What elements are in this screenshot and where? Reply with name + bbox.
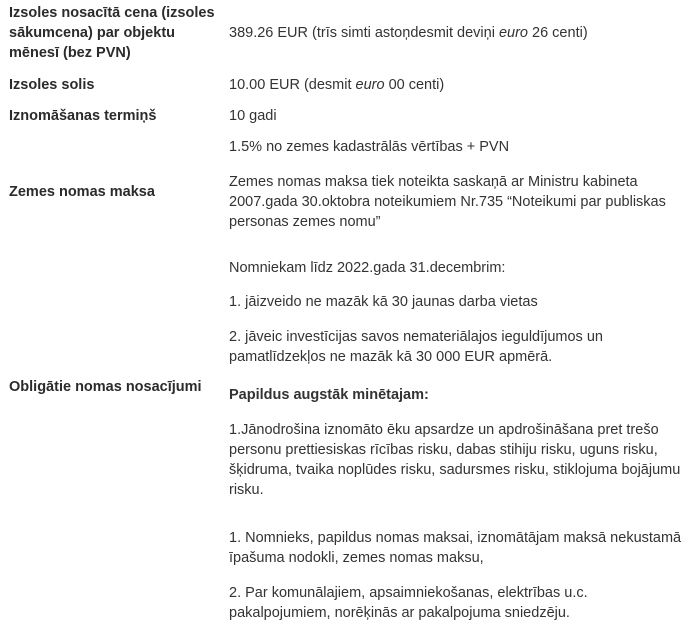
obligations-label: Obligātie nomas nosacījumi <box>9 379 202 395</box>
land-rent-label: Zemes nomas maksa <box>9 184 155 200</box>
obligation-investments: 2. jāveic investīcijas savos nemateriālajos ieguldījumos un pamatlīdzekļos ne mazāk kā 30 000 EUR apmērā. <box>229 329 603 365</box>
start-price-value-cents: 26 centi) <box>528 25 588 41</box>
land-rent-rate: 1.5% no zemes kadastrālās vērtības + PVN <box>229 139 510 155</box>
auction-step-value <box>229 75 689 95</box>
start-price-value <box>229 23 689 43</box>
obligation-utilities: 2. Par komunālajiem, apsaimniekošanas, elektrības u.c. pakalpojumiem, norēķinās ar pakalpojuma sniedzēju. <box>229 585 588 621</box>
auction-step-label: Izsoles solis <box>9 77 95 93</box>
obligations-additional-heading: Papildus augstāk minētajam: <box>229 387 429 403</box>
auction-step-value-text: 10.00 EUR (desmit <box>229 77 356 93</box>
lease-term-value: 10 gadi <box>229 108 277 124</box>
land-rent-regulation: Zemes nomas maksa tiek noteikta saskaņā ar Ministru kabineta 2007.gada 30.oktobra noteikumiem Nr.735 “Noteikumi par publiskas personas zemes nomu” <box>229 174 666 230</box>
lease-term-label: Iznomāšanas termiņš <box>9 108 157 124</box>
obligation-property-tax: 1. Nomnieks, papildus nomas maksai, iznomātājam maksā nekustamā īpašuma nodokli, zemes nomas maksu, <box>229 530 682 566</box>
auction-step-value-cents: 00 centi) <box>384 77 445 93</box>
start-price-value-text: 389.26 EUR (trīs simti astoņdesmit deviņi <box>229 25 499 41</box>
obligations-intro: Nomniekam līdz 2022.gada 31.decembrim: <box>229 260 506 276</box>
obligation-jobs: 1. jāizveido ne mazāk kā 30 jaunas darba vietas <box>229 294 538 310</box>
auction-step-currency-word: euro <box>355 77 385 93</box>
start-price-label: Izsoles nosacītā cena (izsoles sākumcena) par objektu mēnesī (bez PVN) <box>9 5 215 61</box>
obligation-security-insurance: 1.Jānodrošina iznomāto ēku apsardze un apdrošināšana pret trešo personu prettiesiskas rīcības risku, dabas stihiju risku, uguns risku, šķidruma, tvaika noplūdes risku, sadursmes risku, stiklojuma bojājumu risku. <box>229 422 681 498</box>
start-price-currency-word: euro <box>498 25 528 41</box>
